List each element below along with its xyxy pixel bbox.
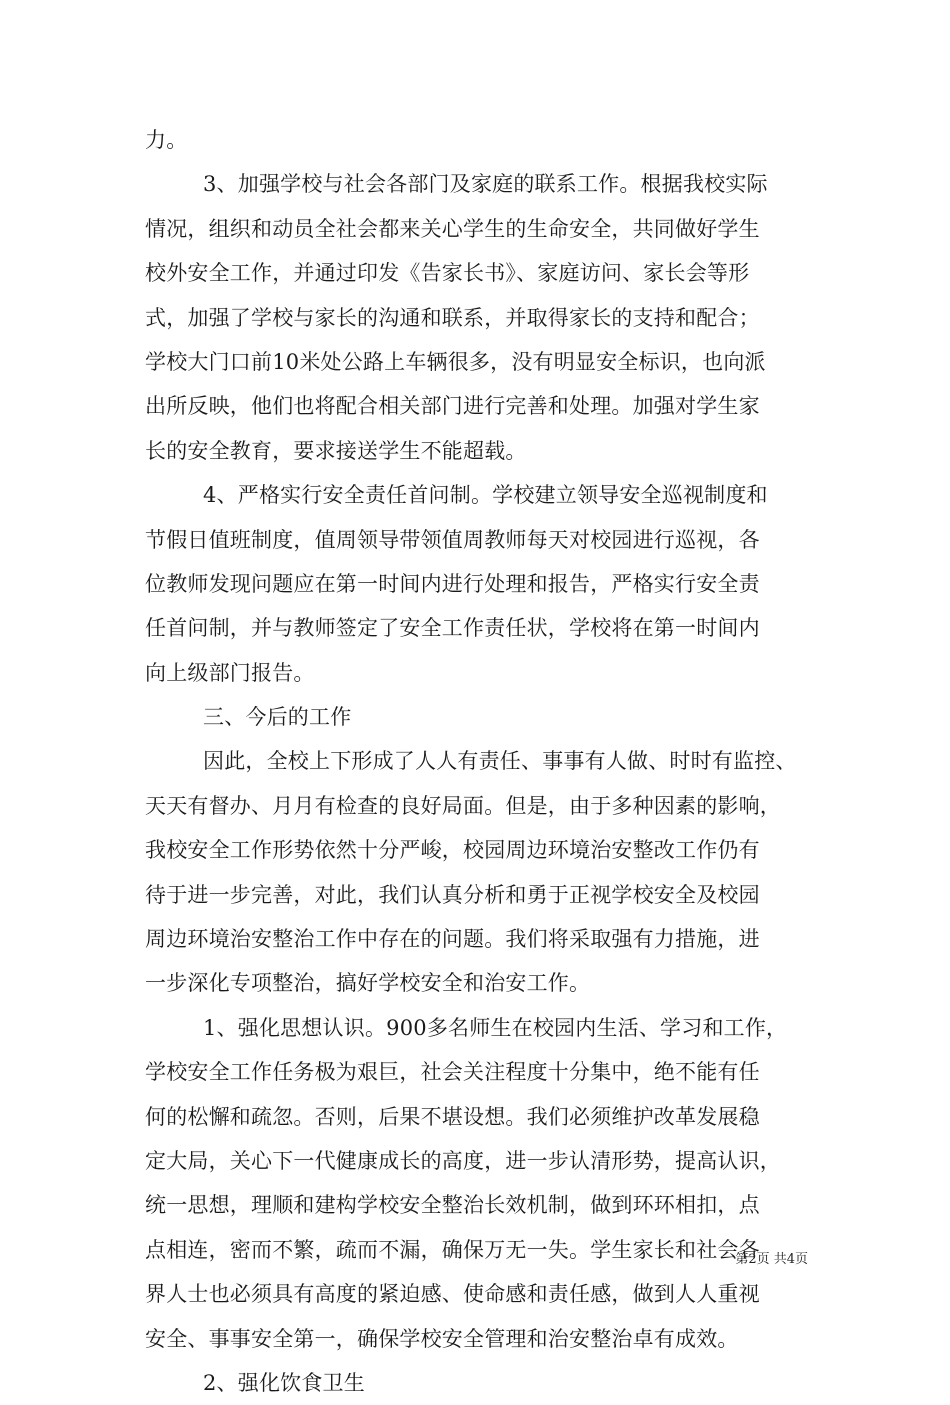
page-number-footer: 第2页 共4页 [735,1252,808,1267]
text-line: 待于进一步完善，对此，我们认真分析和勇于正视学校安全及校园 [145,882,760,907]
document-body [145,118,815,1405]
text-line: 统一思想，理顺和建构学校安全整治长效机制，做到环环相扣，点 [145,1193,760,1218]
text-line: 学校安全工作任务极为艰巨，社会关注程度十分集中，绝不能有任 [145,1060,760,1085]
paragraph-start-line: 1、强化思想认识。900多名师生在校园内生活、学习和工作， [203,1015,788,1040]
subsection-heading: 2、强化饮食卫生 [203,1370,365,1395]
section-heading: 三、今后的工作 [203,705,352,730]
text-line: 何的松懈和疏忽。否则，后果不堪设想。我们必须维护改革发展稳 [145,1104,760,1129]
text-line: 向上级部门报告。 [145,660,315,685]
text-line: 周边环境治安整治工作中存在的问题。我们将采取强有力措施，进 [145,927,760,952]
text-line: 学校大门口前10米处公路上车辆很多，没有明显安全标识，也向派 [145,349,766,374]
text-line: 一步深化专项整治，搞好学校安全和治安工作。 [145,971,591,996]
paragraph-start-line: 因此，全校上下形成了人人有责任、事事有人做、时时有监控、 [203,749,797,774]
text-line: 我校安全工作形势依然十分严峻，校园周边环境治安整改工作仍有 [145,838,760,863]
text-line: 长的安全教育，要求接送学生不能超载。 [145,438,527,463]
text-line: 点相连，密而不繁，疏而不漏，确保万无一失。学生家长和社会各 [145,1237,760,1262]
text-line: 力。 [145,128,188,152]
text-line: 安全、事事安全第一，确保学校安全管理和治安整治卓有成效。 [145,1326,739,1351]
text-line: 情况，组织和动员全社会都来关心学生的生命安全，共同做好学生 [145,216,760,241]
text-line: 定大局，关心下一代健康成长的高度，进一步认清形势，提高认识， [145,1148,781,1173]
text-line: 式，加强了学校与家长的沟通和联系，并取得家长的支持和配合； [145,305,760,330]
text-line: 节假日值班制度，值周领导带领值周教师每天对校园进行巡视，各 [145,527,760,552]
text-line: 界人士也必须具有高度的紧迫感、使命感和责任感，做到人人重视 [145,1282,760,1307]
text-line: 校外安全工作，并通过印发《告家长书》、家庭访问、家长会等形 [145,261,750,286]
text-line: 位教师发现问题应在第一时间内进行处理和报告，严格实行安全责 [145,571,760,596]
text-line: 出所反映，他们也将配合相关部门进行完善和处理。加强对学生家 [145,394,760,419]
paragraph-start-line: 3、加强学校与社会各部门及家庭的联系工作。根据我校实际 [203,172,768,197]
text-line: 任首问制，并与教师签定了安全工作责任状，学校将在第一时间内 [145,616,760,641]
paragraph-start-line: 4、严格实行安全责任首问制。学校建立领导安全巡视制度和 [203,483,768,508]
text-line: 天天有督办、月月有检查的良好局面。但是，由于多种因素的影响， [145,793,781,818]
